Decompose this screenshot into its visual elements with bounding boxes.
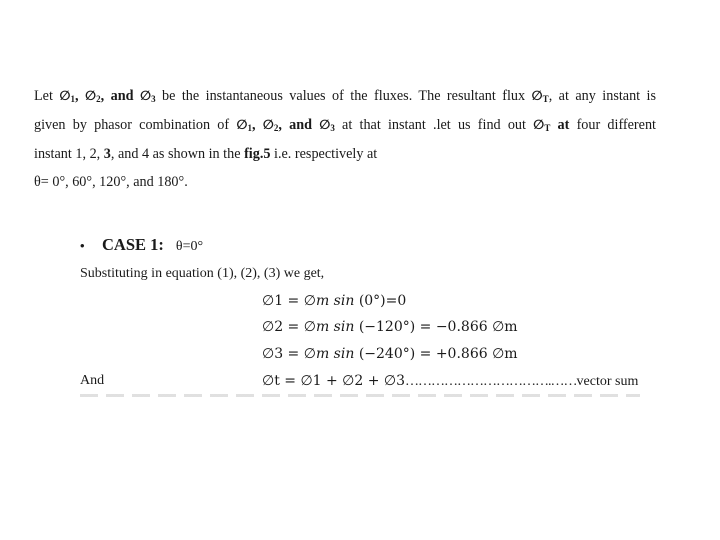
- text-fragment: , and: [278, 117, 320, 133]
- text-fragment: , at any instant is: [548, 88, 657, 104]
- intro-line-4: θ= 0°, 60°, 120°, and 180°.: [34, 174, 188, 190]
- phi-symbol: ∅: [85, 89, 97, 104]
- subscript: 1: [70, 94, 75, 104]
- equation-phi1: [262, 293, 406, 309]
- eq-var: m: [315, 293, 330, 309]
- phi-symbol: ∅: [236, 118, 248, 133]
- case-condition: θ=0°: [175, 239, 204, 254]
- phi-symbol: ∅: [531, 89, 543, 104]
- subscript: 3: [151, 94, 156, 104]
- phi-symbol: ∅: [533, 118, 545, 133]
- text-fragment: ,: [251, 117, 263, 133]
- intro-paragraph: [34, 82, 656, 196]
- subscript: 2: [273, 123, 279, 133]
- text-fragment: be the instantaneous values of the fluxes. The resultant flux: [155, 88, 532, 104]
- equation-phi2: [262, 319, 518, 335]
- intro-line-1: [34, 82, 656, 111]
- phi-symbol: ∅: [59, 89, 71, 104]
- eq-rhs: (−240°) = +0.866 ∅m: [358, 346, 518, 362]
- text-fragment: ,: [75, 88, 85, 104]
- eq-lhs: ∅2 = ∅: [262, 319, 316, 335]
- eq-var: m: [315, 346, 330, 362]
- text-fragment: instant 1, 2,: [34, 146, 104, 162]
- and-label: And: [80, 373, 105, 388]
- text-fragment: , and: [100, 88, 140, 104]
- eq-note: vector sum: [576, 374, 639, 389]
- intro-line-2: [34, 111, 656, 140]
- equation-phi3: [262, 346, 518, 362]
- intro-line-3: [34, 140, 656, 168]
- subscript: 2: [96, 94, 101, 104]
- eq-lhs: ∅3 = ∅: [262, 346, 316, 362]
- figure-reference: fig.5: [244, 146, 271, 162]
- subscript: 3: [330, 123, 335, 133]
- bullet-icon: •: [80, 238, 85, 253]
- phi-symbol: ∅: [139, 89, 152, 104]
- eq-fn: sin: [329, 293, 359, 309]
- text-fragment: i.e. respectively at: [270, 146, 378, 162]
- eq-fn: sin: [329, 346, 359, 362]
- eq-rhs: (−120°) = −0.866 ∅m: [358, 319, 518, 335]
- eq-lhs: ∅t = ∅1 + ∅2 + ∅3: [262, 373, 406, 389]
- substituting-text: Substituting in equation (1), (2), (3) we get,: [80, 266, 325, 281]
- text-fragment: 3: [103, 146, 111, 162]
- equation-phit: [262, 373, 638, 390]
- eq-lhs: ∅1 = ∅: [262, 293, 316, 309]
- subscript: T: [542, 94, 549, 104]
- subscript: T: [544, 123, 551, 133]
- subscript: 1: [247, 123, 252, 133]
- eq-fn: sin: [329, 319, 359, 335]
- text-fragment: given by phasor combination of: [34, 117, 237, 133]
- leader-dots: …………………………….……: [405, 374, 577, 389]
- text-fragment: four different: [569, 117, 656, 133]
- case-title: CASE 1:: [102, 235, 164, 254]
- text-fragment: Let: [34, 88, 60, 104]
- phi-symbol: ∅: [319, 118, 331, 133]
- case-heading: [80, 235, 203, 255]
- text-fragment: at that instant .let us find out: [334, 117, 534, 133]
- eq-rhs: (0°)=0: [358, 293, 407, 309]
- phi-symbol: ∅: [262, 118, 274, 133]
- eq-var: m: [315, 319, 330, 335]
- clipped-text-line: [80, 394, 640, 397]
- text-fragment: , and 4 as shown in the: [110, 146, 245, 162]
- text-fragment: at: [550, 117, 570, 133]
